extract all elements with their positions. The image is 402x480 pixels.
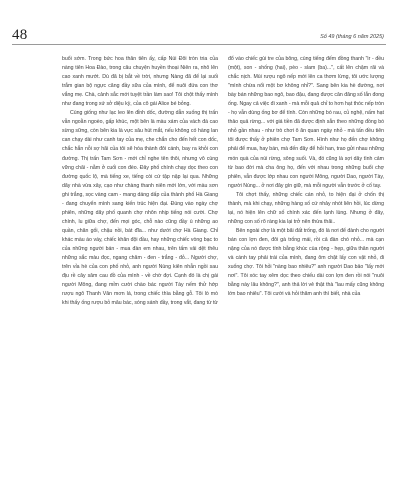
- left-paragraph-2: Cùng giống như lạc leo lên đỉnh dốc, đường dẫn xuống thị trấn vẫn ngoằn ngoèo, gấp khúc, một bên là màu xám của vách đá cao sừng sững, còn bên kia là vực sâu hút mắt, nếu không có hàng lan can chạy dài như canh tay của mẹ, che chắn cho đến hết con dốc, chắc hẳn nỗi sợ hãi của tôi sẽ hóa thành đôi cánh, bay ra khỏi con đường. Thị trấn Tam Sơn - mới chỉ nghe tên thôi, nhưng vô cùng vững chãi - nằm ở cuối con đèo. Đây phố chính chạy dọc theo con đường quốc lộ, mà tiếng xe, tiếng còi cứ tập nập lại qua. Những dãy nhà vừa xây, cạo như chàng thanh niên mới lớn, với màu sơn ghi trắng, sọc vàng cam - mang dáng dấp của thành phố Hà Giang - đang chuyển mình sang kiến trúc hiện đại. Đúng vào ngày chợ phiên, những dãy phố quanh chợ nhôn nhịp tiếng nói cười. Chợ chính, lu giữa chợ, đến mọi góc, chỗ nào cũng đầy ù những ao quần, chăn gối, chậu nồi, bát đĩa... như dưới chợ Hà Giang. Chỉ khác màu áo váy, chiếc khăn đội đầu, hay những chiếc vòng bạc to của những người bán - mua đàn em nhau, trên tấm vải dệt thêu những sắc màu đọc, ngang chăm - đen - trắng - đỏ... Người chợ, trên vỉa hè của con phố nhỏ, anh người Nùng kiên nhẫn ngồi sau địu rề cây sâm cau đồ của mình - về chờ đợi. Cạnh đó là chị gái người Mông, đang mỉm cười chào bác người Tày nếm thử hớp rượu ngô Thanh Vân mơn lá, trong chiếc thìa bằng gỗ. Tôi lò mò khi thấy ống rượu bỏ mâu bác, sóng sánh đầy, trong vắt, đang từ từ: [62, 110, 218, 307]
- right-paragraph-3: Bên ngoài chợ là một bãi đất trống, đó là nơi để đành cho người bán con lợn đen, đôi gà trống mái, rồi cả đàn chó nhỏ... mà cạn nặng của nó được tính bằng khúc cùa rộng - hẹp, giữa thân người và cánh tay phải trái của mình, đang ôm chặt lấy con vật nhỏ, đi xuống chợ. Tôi hỏi "nàng bao nhiêu?" anh người Dao bảo "lấy mới nơi". Tôi xóc tay xêm dọc theo chiếu dài con lợn đen rồi nói "nuôi bằng này lâu không?", anh thả lời vẻ thật thà "lau mấy cũng không lớn bao nhiêu". Tôi cười và hỏi thăm anh thì biết, nhà của: [228, 227, 384, 298]
- left-column: [62, 55, 218, 308]
- right-paragraph-2: Tôi chợt thấy, những chiếc cán nhỏ, to hiện đại ở chốn thị thành, mà khi chạy, những hàng số cứ nhảy nhót liên hồi, lúc dừng lại, nó hiện lên chữ số chính xác đến lạnh lùng. Nhưng ở đây, những con số rõ ràng kia lại trở nên thừa thãi..: [228, 191, 384, 225]
- left-paragraph-1: buổi sớm. Trong bức hoa thân tiên ấy, cấp Núi Đôi tròn tria của nàng tiên Hoa Đào, trong câu chuyện huyền thoại Niên ra, nhô lên cao xanh mướt. Dù đã bị bắt về trời, nhưng Nàng đã để lại suối trắm gian bộ ngực căng đầy sữa của mình, để nuôi đứa con thơ vắng mẹ. Chà, cảnh sắc mới tuyệt trần làm sao! Tôi chột thấy mình như đang trong xứ sở diệu kỳ, của cô gái Alice bé bỏng.: [62, 56, 218, 108]
- right-paragraph-1: đổ vào chiếc gùi tre của bông, cùng tiếng đếm đồng thanh "ir - đều (một), son - shống (hai), pèo - slam (ba)...", cất lên chậm rãi và chắc nịch. Mùi rượu ngô nếp mới lên ca thơm lừng, tôi ước lượng "mình chừa nổi một bơ không nhỉ?". Sang bên kia hè đường, nơi bày bán những bao ngô, bao đậu, đang được cân đăng số lắn đong ống. Ngay cả việc đi xanh - mà mỗi quả chỉ to hơn hạt thóc nếp tròn - họ vẫn dùng ống bơ để tính. Còn những bó rau, củ nghệ, nấm hạt thảo quả rừng... với giá tiền đã được định sẵn theo những đồng bó nhỏ gần nhau - như trò chơi ô ăn quan ngày nhỏ - mà tấn đều tiên tôi được thấy ở phiên chợ Tam Sơn. Hình như họ đến chợ không phải để mua, hay bán, mà đến đây để hỏi han, trao gửi nhau những món quà của núi rừng, sông suối. Và, đó cũng là sợi dây tình cảm từ bao đời mà cha ông họ, đến với nhau trong những buổi chợ phiên, vẫn được lớp nhau con người Mông, người Dao, người Tày, người Nùng... ở nơi đây gìn giữ, mà mỗi người vẫn trước ở cố tay.: [228, 56, 385, 189]
- header-divider: [12, 44, 386, 45]
- page-number: 48: [12, 27, 28, 43]
- issue-info: Số 49 (tháng 6 năm 2025): [320, 34, 384, 40]
- right-column: [228, 55, 384, 299]
